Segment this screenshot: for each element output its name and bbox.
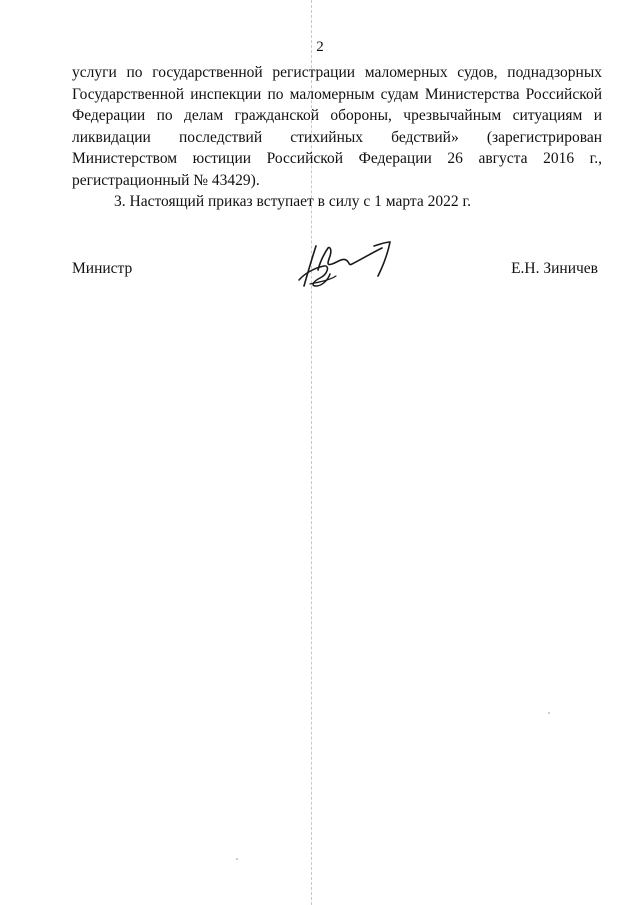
signatory-title: Министр (72, 260, 133, 277)
scan-speck (236, 858, 238, 860)
body-text (72, 62, 602, 213)
page-number: 2 (316, 39, 324, 55)
paragraph-continuation: услуги по государственной регистрации маломерных судов, поднадзорных Государственной инспекции по маломерным судам Министерства Российской Федерации по делам гражданской обороны, чрезвычайным ситуациям и ликвидации последствий стихийных бедствий» (зарегистрирован Министерством юстиции Российской Федерации 26 августа 2016 г., регистрационный № 43429). (72, 64, 602, 189)
handwritten-signature (290, 236, 400, 292)
scan-speck (548, 712, 550, 714)
paragraph-effective-date: 3. Настоящий приказ вступает в силу с 1 марта 2022 г. (114, 193, 471, 210)
signatory-name: Е.Н. Зиничев (511, 260, 598, 277)
